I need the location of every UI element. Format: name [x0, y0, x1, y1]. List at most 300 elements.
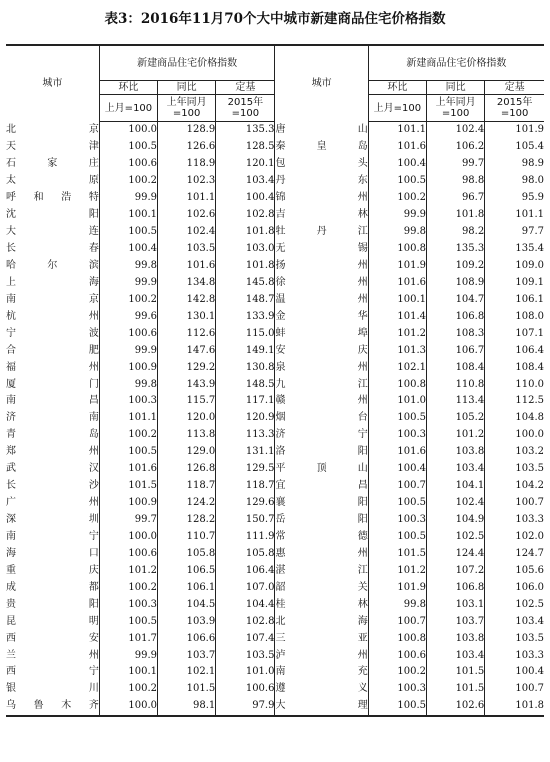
right-city-cell: 平顶山: [275, 461, 368, 478]
table-row: [6, 647, 544, 664]
table-row: [6, 562, 544, 579]
right-yoy-cell: 101.8: [427, 207, 485, 224]
right-yoy-cell: 106.8: [427, 579, 485, 596]
left-fixed-cell: 101.8: [216, 258, 275, 275]
right-yoy-cell: 104.9: [427, 512, 485, 529]
left-mom-cell: 99.6: [99, 308, 157, 325]
left-yoy-cell: 126.6: [158, 139, 216, 156]
left-yoy-cell: 110.7: [158, 529, 216, 546]
right-fixed-cell: 108.4: [485, 359, 544, 376]
right-city-cell: 南 充: [275, 664, 368, 681]
right-fixed-cell: 98.0: [485, 173, 544, 190]
right-mom-cell: 101.9: [368, 258, 426, 275]
left-city-cell: 北 京: [6, 124, 99, 136]
left-yoy-cell: 101.1: [158, 190, 216, 207]
fixed-base-left: 2015年=100: [216, 95, 275, 122]
table-row: [6, 190, 544, 207]
right-city-cell: 湛 江: [275, 562, 368, 579]
left-yoy-cell: 128.9: [158, 122, 216, 139]
left-yoy-cell: 102.4: [158, 224, 216, 241]
left-city-cell: 长 沙: [6, 480, 99, 492]
right-yoy-cell: 98.2: [427, 224, 485, 241]
left-city-cell: 兰 州: [6, 649, 99, 661]
left-city-cell: 大 连: [6, 226, 99, 238]
right-yoy-cell: 108.4: [427, 359, 485, 376]
table-row: [6, 545, 544, 562]
left-mom-cell: 100.2: [99, 291, 157, 308]
right-fixed-cell: 105.4: [485, 139, 544, 156]
right-mom-cell: 101.9: [368, 579, 426, 596]
right-yoy-cell: 103.4: [427, 461, 485, 478]
right-mom-cell: 102.1: [368, 359, 426, 376]
left-city-cell: 青 岛: [6, 429, 99, 441]
left-yoy-cell: 103.9: [158, 613, 216, 630]
left-yoy-cell: 112.6: [158, 325, 216, 342]
table-row: [6, 207, 544, 224]
mom-header-left: 环比: [99, 81, 157, 95]
table-row: [6, 579, 544, 596]
left-fixed-cell: 107.0: [216, 579, 275, 596]
right-city-cell: 温 州: [275, 291, 368, 308]
right-mom-cell: 101.6: [368, 139, 426, 156]
right-fixed-cell: 105.6: [485, 562, 544, 579]
right-city-cell: 锦 州: [275, 190, 368, 207]
right-yoy-cell: 102.4: [427, 495, 485, 512]
left-city-cell: 太 原: [6, 175, 99, 187]
right-fixed-cell: 101.8: [485, 698, 544, 716]
right-yoy-cell: 104.1: [427, 478, 485, 495]
right-mom-cell: 100.4: [368, 156, 426, 173]
table-row: [6, 274, 544, 291]
table-row: [6, 258, 544, 275]
left-mom-cell: 101.1: [99, 410, 157, 427]
right-yoy-cell: 103.4: [427, 647, 485, 664]
right-fixed-cell: 97.7: [485, 224, 544, 241]
right-city-cell: 九 江: [275, 376, 368, 393]
yoy-base-left: 上年同月=100: [158, 95, 216, 122]
header-row-group: [6, 45, 544, 81]
right-mom-cell: 100.3: [368, 427, 426, 444]
right-yoy-cell: 99.7: [427, 156, 485, 173]
right-yoy-cell: 135.3: [427, 241, 485, 258]
left-mom-cell: 99.9: [99, 647, 157, 664]
right-mom-cell: 99.9: [368, 207, 426, 224]
left-city-cell: 西 安: [6, 632, 99, 644]
right-mom-cell: 99.8: [368, 596, 426, 613]
left-yoy-cell: 106.1: [158, 579, 216, 596]
left-city-cell: 哈尔滨: [6, 259, 99, 271]
right-fixed-cell: 112.5: [485, 393, 544, 410]
right-city-cell: 泸 州: [275, 647, 368, 664]
fixed-base-right: 2015年=100: [485, 95, 544, 122]
right-fixed-cell: 107.1: [485, 325, 544, 342]
right-city-cell: 吉 林: [275, 207, 368, 224]
table-row: [6, 613, 544, 630]
left-city-cell: 重 庆: [6, 564, 99, 576]
table-row: [6, 325, 544, 342]
city-header-left: 城市: [6, 45, 99, 122]
right-mom-cell: 101.2: [368, 325, 426, 342]
right-mom-cell: 100.2: [368, 664, 426, 681]
left-city-cell: 郑 州: [6, 446, 99, 458]
left-city-cell: 呼和浩特: [6, 192, 99, 204]
city-header-right: 城市: [275, 45, 368, 122]
right-mom-cell: 99.8: [368, 224, 426, 241]
right-city-cell: 秦皇岛: [275, 139, 368, 156]
left-city-cell: 贵 阳: [6, 598, 99, 610]
right-city-cell: 无 锡: [275, 241, 368, 258]
right-mom-cell: 100.5: [368, 173, 426, 190]
left-fixed-cell: 107.4: [216, 630, 275, 647]
left-mom-cell: 100.0: [99, 529, 157, 546]
right-city-cell: 桂 林: [275, 596, 368, 613]
right-yoy-cell: 106.2: [427, 139, 485, 156]
right-city-cell: 唐 山: [275, 122, 368, 139]
left-city-cell: 西 宁: [6, 666, 99, 678]
table-row: [6, 376, 544, 393]
right-fixed-cell: 104.8: [485, 410, 544, 427]
right-fixed-cell: 98.9: [485, 156, 544, 173]
right-city-cell: 襄 阳: [275, 495, 368, 512]
left-yoy-cell: 106.6: [158, 630, 216, 647]
left-mom-cell: 100.5: [99, 224, 157, 241]
left-fixed-cell: 104.4: [216, 596, 275, 613]
left-fixed-cell: 129.5: [216, 461, 275, 478]
left-mom-cell: 100.9: [99, 359, 157, 376]
left-city-cell: 福 州: [6, 361, 99, 373]
left-city-cell: 成 都: [6, 581, 99, 593]
left-yoy-cell: 113.8: [158, 427, 216, 444]
left-city-cell: 广 州: [6, 497, 99, 509]
right-city-cell: 烟 台: [275, 410, 368, 427]
right-fixed-cell: 103.5: [485, 461, 544, 478]
right-fixed-cell: 109.1: [485, 274, 544, 291]
right-city-cell: 徐 州: [275, 274, 368, 291]
left-city-cell: 天 津: [6, 141, 99, 153]
left-fixed-cell: 106.4: [216, 562, 275, 579]
left-city-cell: 上 海: [6, 276, 99, 288]
right-yoy-cell: 110.8: [427, 376, 485, 393]
left-mom-cell: 100.6: [99, 325, 157, 342]
right-city-cell: 遵 义: [275, 681, 368, 698]
right-fixed-cell: 100.4: [485, 664, 544, 681]
left-fixed-cell: 129.6: [216, 495, 275, 512]
right-fixed-cell: 103.2: [485, 444, 544, 461]
left-yoy-cell: 129.2: [158, 359, 216, 376]
right-mom-cell: 101.2: [368, 562, 426, 579]
index-group-header-right: 新建商品住宅价格指数: [368, 45, 544, 81]
left-fixed-cell: 103.4: [216, 173, 275, 190]
yoy-header-left: 同比: [158, 81, 216, 95]
table-row: [6, 173, 544, 190]
left-mom-cell: 101.6: [99, 461, 157, 478]
right-mom-cell: 100.5: [368, 410, 426, 427]
left-mom-cell: 99.9: [99, 190, 157, 207]
left-mom-cell: 100.0: [99, 122, 157, 139]
left-city-cell: 石家庄: [6, 158, 99, 170]
right-fixed-cell: 100.7: [485, 681, 544, 698]
left-fixed-cell: 115.0: [216, 325, 275, 342]
right-city-cell: 洛 阳: [275, 444, 368, 461]
yoy-base-right: 上年同月=100: [427, 95, 485, 122]
right-mom-cell: 101.3: [368, 342, 426, 359]
right-city-cell: 济 宁: [275, 427, 368, 444]
left-mom-cell: 100.2: [99, 427, 157, 444]
right-yoy-cell: 106.8: [427, 308, 485, 325]
left-city-cell: 武 汉: [6, 463, 99, 475]
left-mom-cell: 99.7: [99, 512, 157, 529]
left-mom-cell: 100.6: [99, 156, 157, 173]
left-fixed-cell: 100.4: [216, 190, 275, 207]
left-mom-cell: 101.2: [99, 562, 157, 579]
left-yoy-cell: 105.8: [158, 545, 216, 562]
left-yoy-cell: 118.7: [158, 478, 216, 495]
right-yoy-cell: 98.8: [427, 173, 485, 190]
left-fixed-cell: 149.1: [216, 342, 275, 359]
right-city-cell: 牡丹江: [275, 224, 368, 241]
table-row: [6, 393, 544, 410]
right-city-cell: 安 庆: [275, 342, 368, 359]
left-city-cell: 南 宁: [6, 530, 99, 542]
left-fixed-cell: 120.9: [216, 410, 275, 427]
price-index-table: [6, 44, 544, 717]
left-city-cell: 乌鲁木齐: [6, 698, 99, 716]
left-mom-cell: 100.5: [99, 613, 157, 630]
right-fixed-cell: 101.1: [485, 207, 544, 224]
left-yoy-cell: 124.2: [158, 495, 216, 512]
left-yoy-cell: 104.5: [158, 596, 216, 613]
right-yoy-cell: 106.7: [427, 342, 485, 359]
left-mom-cell: 100.5: [99, 444, 157, 461]
left-fixed-cell: 118.7: [216, 478, 275, 495]
right-city-cell: 泉 州: [275, 359, 368, 376]
table-row: [6, 495, 544, 512]
table-row: [6, 122, 544, 139]
left-fixed-cell: 113.3: [216, 427, 275, 444]
left-mom-cell: 99.9: [99, 274, 157, 291]
left-mom-cell: 99.8: [99, 258, 157, 275]
right-yoy-cell: 102.4: [427, 122, 485, 139]
right-yoy-cell: 124.4: [427, 545, 485, 562]
left-yoy-cell: 103.5: [158, 241, 216, 258]
right-yoy-cell: 113.4: [427, 393, 485, 410]
left-city-cell: 长 春: [6, 243, 99, 255]
right-yoy-cell: 101.2: [427, 427, 485, 444]
right-mom-cell: 100.8: [368, 241, 426, 258]
left-mom-cell: 100.2: [99, 173, 157, 190]
right-city-cell: 宜 昌: [275, 478, 368, 495]
right-yoy-cell: 109.2: [427, 258, 485, 275]
left-yoy-cell: 147.6: [158, 342, 216, 359]
left-yoy-cell: 143.9: [158, 376, 216, 393]
left-fixed-cell: 101.8: [216, 224, 275, 241]
right-yoy-cell: 108.3: [427, 325, 485, 342]
left-fixed-cell: 145.8: [216, 274, 275, 291]
left-mom-cell: 100.4: [99, 241, 157, 258]
right-yoy-cell: 101.5: [427, 664, 485, 681]
left-fixed-cell: 148.7: [216, 291, 275, 308]
table-row: [6, 156, 544, 173]
left-fixed-cell: 117.1: [216, 393, 275, 410]
right-fixed-cell: 108.0: [485, 308, 544, 325]
right-fixed-cell: 103.3: [485, 647, 544, 664]
right-city-cell: 岳 阳: [275, 512, 368, 529]
yoy-header-right: 同比: [427, 81, 485, 95]
right-fixed-cell: 101.9: [485, 122, 544, 139]
table-row: [6, 681, 544, 698]
left-city-cell: 杭 州: [6, 310, 99, 322]
left-mom-cell: 100.3: [99, 393, 157, 410]
right-yoy-cell: 107.2: [427, 562, 485, 579]
table-row: [6, 478, 544, 495]
right-yoy-cell: 108.9: [427, 274, 485, 291]
right-fixed-cell: 135.4: [485, 241, 544, 258]
table-row: [6, 444, 544, 461]
left-fixed-cell: 148.5: [216, 376, 275, 393]
right-city-cell: 韶 关: [275, 579, 368, 596]
left-mom-cell: 100.6: [99, 545, 157, 562]
table-row: [6, 512, 544, 529]
left-yoy-cell: 106.5: [158, 562, 216, 579]
right-mom-cell: 100.5: [368, 529, 426, 546]
left-yoy-cell: 118.9: [158, 156, 216, 173]
left-yoy-cell: 130.1: [158, 308, 216, 325]
left-city-cell: 南 京: [6, 293, 99, 305]
left-fixed-cell: 101.0: [216, 664, 275, 681]
right-yoy-cell: 96.7: [427, 190, 485, 207]
table-row: [6, 410, 544, 427]
left-fixed-cell: 111.9: [216, 529, 275, 546]
table-row: [6, 427, 544, 444]
left-city-cell: 南 昌: [6, 395, 99, 407]
right-city-cell: 包 头: [275, 156, 368, 173]
right-fixed-cell: 124.7: [485, 545, 544, 562]
right-fixed-cell: 106.4: [485, 342, 544, 359]
table-row: [6, 359, 544, 376]
left-mom-cell: 100.0: [99, 698, 157, 716]
right-yoy-cell: 102.5: [427, 529, 485, 546]
right-fixed-cell: 102.5: [485, 596, 544, 613]
table-body: [6, 122, 544, 716]
table-row: [6, 291, 544, 308]
left-fixed-cell: 120.1: [216, 156, 275, 173]
right-fixed-cell: 106.1: [485, 291, 544, 308]
left-fixed-cell: 103.5: [216, 647, 275, 664]
left-yoy-cell: 134.8: [158, 274, 216, 291]
left-mom-cell: 99.9: [99, 342, 157, 359]
right-yoy-cell: 104.7: [427, 291, 485, 308]
table-row: [6, 342, 544, 359]
left-mom-cell: 100.2: [99, 579, 157, 596]
left-city-cell: 深 圳: [6, 514, 99, 526]
left-yoy-cell: 101.6: [158, 258, 216, 275]
right-mom-cell: 101.6: [368, 444, 426, 461]
table-row: [6, 596, 544, 613]
right-city-cell: 赣 州: [275, 393, 368, 410]
right-mom-cell: 100.5: [368, 698, 426, 716]
left-mom-cell: 100.1: [99, 207, 157, 224]
left-mom-cell: 100.9: [99, 495, 157, 512]
left-yoy-cell: 120.0: [158, 410, 216, 427]
right-mom-cell: 100.6: [368, 647, 426, 664]
left-city-cell: 厦 门: [6, 378, 99, 390]
right-mom-cell: 101.5: [368, 545, 426, 562]
right-city-cell: 北 海: [275, 613, 368, 630]
right-yoy-cell: 103.1: [427, 596, 485, 613]
index-group-header-left: 新建商品住宅价格指数: [99, 45, 275, 81]
table-row: [6, 664, 544, 681]
left-yoy-cell: 142.8: [158, 291, 216, 308]
left-fixed-cell: 102.8: [216, 207, 275, 224]
left-fixed-cell: 128.5: [216, 139, 275, 156]
right-mom-cell: 101.1: [368, 122, 426, 139]
left-yoy-cell: 101.5: [158, 681, 216, 698]
right-fixed-cell: 100.7: [485, 495, 544, 512]
table-row: [6, 224, 544, 241]
left-yoy-cell: 115.7: [158, 393, 216, 410]
right-fixed-cell: 106.0: [485, 579, 544, 596]
right-mom-cell: 101.0: [368, 393, 426, 410]
right-yoy-cell: 105.2: [427, 410, 485, 427]
right-city-cell: 蚌 埠: [275, 325, 368, 342]
table-row: [6, 241, 544, 258]
left-fixed-cell: 102.8: [216, 613, 275, 630]
right-fixed-cell: 103.4: [485, 613, 544, 630]
right-yoy-cell: 103.8: [427, 630, 485, 647]
left-fixed-cell: 103.0: [216, 241, 275, 258]
left-fixed-cell: 100.6: [216, 681, 275, 698]
left-city-cell: 宁 波: [6, 327, 99, 339]
right-fixed-cell: 100.0: [485, 427, 544, 444]
left-mom-cell: 99.8: [99, 376, 157, 393]
left-city-cell: 昆 明: [6, 615, 99, 627]
table-title: 表3：2016年11月70个大中城市新建商品住宅价格指数: [104, 11, 446, 27]
fixed-header-left: 定基: [216, 81, 275, 95]
right-yoy-cell: 101.5: [427, 681, 485, 698]
right-city-cell: 丹 东: [275, 173, 368, 190]
right-yoy-cell: 102.6: [427, 698, 485, 716]
right-city-cell: 金 华: [275, 308, 368, 325]
left-fixed-cell: 135.3: [216, 122, 275, 139]
left-fixed-cell: 133.9: [216, 308, 275, 325]
right-city-cell: 大 理: [275, 698, 368, 716]
right-fixed-cell: 110.0: [485, 376, 544, 393]
right-mom-cell: 100.2: [368, 190, 426, 207]
left-city-cell: 济 南: [6, 412, 99, 424]
left-yoy-cell: 128.2: [158, 512, 216, 529]
left-mom-cell: 100.2: [99, 681, 157, 698]
right-fixed-cell: 103.3: [485, 512, 544, 529]
right-city-cell: 常 德: [275, 529, 368, 546]
left-fixed-cell: 105.8: [216, 545, 275, 562]
table-row: [6, 308, 544, 325]
right-city-cell: 扬 州: [275, 258, 368, 275]
left-fixed-cell: 150.7: [216, 512, 275, 529]
table-row: [6, 139, 544, 156]
mom-base-right: 上月=100: [368, 95, 426, 122]
right-city-cell: 惠 州: [275, 545, 368, 562]
right-mom-cell: 100.8: [368, 376, 426, 393]
left-city-cell: 银 川: [6, 683, 99, 695]
left-mom-cell: 101.5: [99, 478, 157, 495]
right-city-cell: 三 亚: [275, 630, 368, 647]
left-yoy-cell: 102.3: [158, 173, 216, 190]
right-fixed-cell: 103.5: [485, 630, 544, 647]
table-row: [6, 461, 544, 478]
right-mom-cell: 101.6: [368, 274, 426, 291]
left-city-cell: 合 肥: [6, 344, 99, 356]
right-mom-cell: 100.3: [368, 681, 426, 698]
